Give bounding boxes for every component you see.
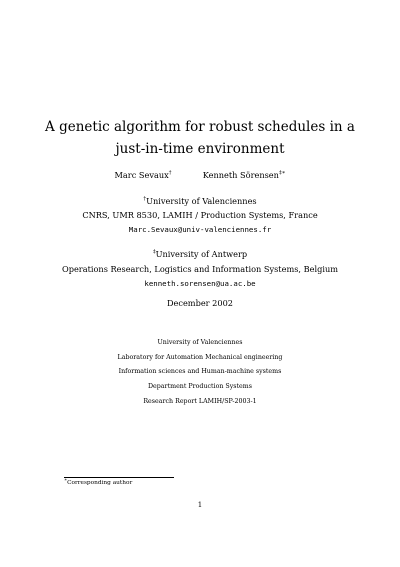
affiliation-unit: CNRS, UMR 8530, LAMIH / Production Systems, France (82, 210, 318, 220)
author-affiliation-mark: † (168, 170, 172, 176)
author-email-link[interactable]: Marc.Sevaux@univ-valenciennes.fr (128, 225, 272, 234)
footnote-rule (64, 477, 174, 478)
footnote: ∗Corresponding author (64, 478, 133, 486)
affiliation-mark: † (143, 196, 147, 202)
affiliation-institution: †University of Valenciennes (143, 196, 257, 206)
title-line-2: just-in-time environment (115, 141, 285, 157)
page-number: 1 (197, 501, 203, 509)
report-line: University of Valenciennes (157, 339, 243, 346)
author-affiliation-mark: ‡∗ (278, 170, 286, 176)
report-line: Laboratory for Automation Mechanical engineering (117, 354, 283, 361)
report-line: Department Production Systems (148, 383, 252, 390)
title-line-1: A genetic algorithm for robust schedules in a (45, 119, 355, 135)
author-name: Marc Sevaux (114, 170, 169, 180)
footnote-mark: ∗ (64, 478, 68, 483)
author-line (0, 170, 400, 180)
affiliation-mark: ‡ (152, 249, 156, 255)
publication-date: December 2002 (166, 298, 234, 308)
author-email-link[interactable]: kenneth.sorensen@ua.ac.be (144, 279, 256, 288)
affiliation-unit: Operations Research, Logistics and Information Systems, Belgium (61, 264, 338, 274)
author-name: Kenneth Sörensen (202, 170, 279, 180)
report-line: Research Report LAMIH/SP-2003-1 (143, 398, 257, 405)
affiliation-institution: ‡University of Antwerp (152, 249, 248, 259)
report-line: Information sciences and Human-machine systems (118, 368, 282, 375)
